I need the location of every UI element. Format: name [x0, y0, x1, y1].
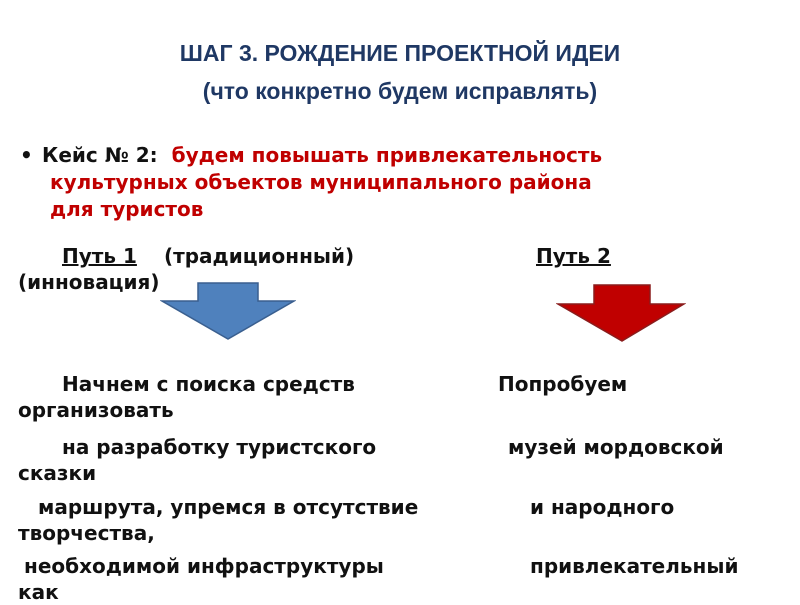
case-label: Кейс № 2: — [42, 143, 158, 167]
body-line-2: Попробуем — [498, 372, 628, 396]
slide-subtitle: (что конкретно будем исправлять) — [202, 78, 598, 104]
arrow-down-blue-icon — [160, 282, 296, 340]
body-line-12: как — [18, 580, 59, 604]
body-line-6: сказки — [18, 461, 97, 485]
case-first-line — [42, 142, 602, 169]
slide-title: ШАГ 3. РОЖДЕНИЕ ПРОЕКТНОЙ ИДЕИ — [179, 40, 621, 66]
path2-note: (инновация) — [18, 270, 160, 294]
case-text-line2: культурных объектов муниципального района — [50, 170, 592, 194]
body-line-11: привлекательный — [530, 554, 739, 578]
bullet-icon: • — [20, 143, 33, 167]
path1-label: Путь 1 — [62, 244, 137, 268]
body-line-3: организовать — [18, 398, 174, 422]
body-line-9: творчества, — [18, 521, 155, 545]
body-line-8: и народного — [530, 495, 675, 519]
body-line-10: необходимой инфраструктуры — [24, 554, 384, 578]
body-line-7: маршрута, упремся в отсутствие — [38, 495, 419, 519]
body-line-4: на разработку туристского — [62, 435, 377, 459]
arrow-down-red-icon — [556, 284, 686, 342]
body-line-1: Начнем с поиска средств — [62, 372, 355, 396]
case-text-line3: для туристов — [50, 197, 204, 221]
body-line-5: музей мордовской — [508, 435, 724, 459]
path1-note: (традиционный) — [164, 244, 355, 268]
case-text-line1: будем повышать привлекательность — [171, 143, 603, 167]
path2-label: Путь 2 — [536, 244, 611, 268]
